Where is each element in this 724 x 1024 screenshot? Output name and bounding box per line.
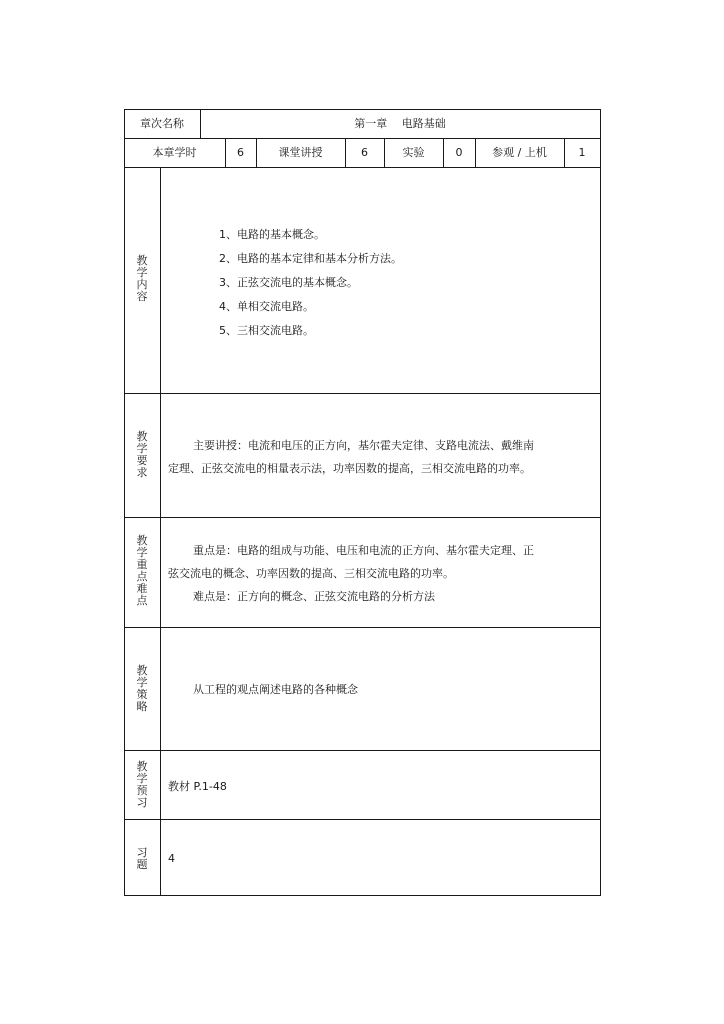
- lecture-label: 课堂讲授: [278, 146, 323, 159]
- preview-label: 教 学 预 习: [136, 760, 148, 809]
- list-item: 4、单相交流电路。: [219, 300, 314, 313]
- key-points-text: 重点是：电路的组成与功能、电压和电流的正方向、基尔霍夫定理、正 弦交流电的概念、功率因数的提高、三相交流电路的功率。 难点是：正方向的概念、正弦交流电路的分析方法: [168, 544, 534, 603]
- hours-label: 本章学时: [152, 146, 197, 159]
- lecture-value: 6: [361, 146, 368, 159]
- row-divider: [124, 393, 601, 394]
- row-divider: [124, 819, 601, 820]
- exercises-text: 4: [168, 852, 175, 865]
- chapter-title: 第一章 电路基础: [354, 117, 446, 130]
- table-border-right: [600, 109, 601, 896]
- list-item: 1、电路的基本概念。: [219, 228, 325, 241]
- content-list: [219, 228, 402, 348]
- strategy-label: 教 学 策 略: [136, 664, 148, 713]
- strategy-text: 从工程的观点阐述电路的各种概念: [193, 683, 358, 696]
- lab-label: 实验: [402, 146, 425, 159]
- content-label: 教 学 内 容: [136, 254, 148, 303]
- row-divider: [124, 167, 601, 168]
- row-divider: [124, 750, 601, 751]
- list-item: 5、三相交流电路。: [219, 324, 314, 337]
- row-divider: [124, 627, 601, 628]
- chapter-label: 章次名称: [140, 117, 184, 130]
- row-divider: [124, 517, 601, 518]
- list-item: 2、电路的基本定律和基本分析方法。: [219, 252, 402, 265]
- list-item: 3、正弦交流电的基本概念。: [219, 276, 358, 289]
- exercises-label: 习 题: [136, 846, 148, 871]
- key-points-label: 教 学 重 点 难 点: [136, 534, 148, 607]
- requirements-label: 教 学 要 求: [136, 430, 148, 479]
- table-border-top: [124, 109, 601, 110]
- visit-value: 1: [578, 146, 586, 159]
- visit-label: 参观 / 上机: [492, 146, 547, 159]
- preview-text: 教材 P.1-48: [168, 780, 227, 793]
- lab-value: 0: [455, 146, 463, 159]
- table-border-bottom: [124, 895, 601, 896]
- requirements-text: 主要讲授：电流和电压的正方向，基尔霍夫定律、支路电流法、戴维南 定理、正弦交流电的相量表示法，功率因数的提高，三相交流电路的功率。: [168, 439, 534, 475]
- row-divider: [124, 138, 601, 139]
- label-col-divider: [160, 167, 161, 896]
- hours-value: 6: [237, 146, 244, 159]
